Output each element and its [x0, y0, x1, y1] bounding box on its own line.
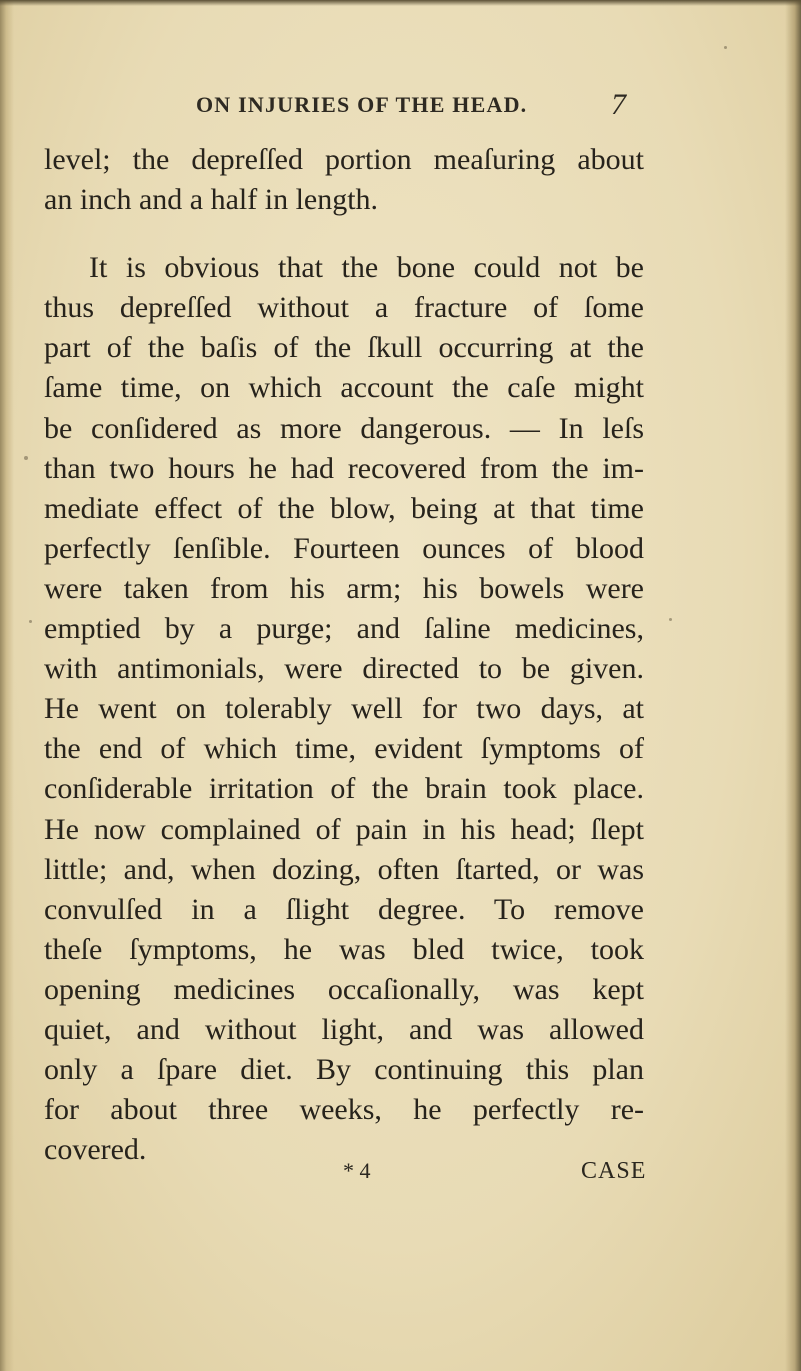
text-line: theſe ſymptoms, he was bled twice, took	[44, 932, 644, 966]
text-line: for about three weeks, he perfectly re-	[44, 1093, 644, 1127]
text-line: an inch and a half in length.	[44, 183, 379, 217]
catchword: CASE	[581, 1158, 647, 1184]
text-line: thus depreſſed without a fracture of ſome	[44, 291, 644, 325]
foxing-speck	[29, 620, 32, 623]
text-line: mediate effect of the blow, being at that time	[44, 491, 644, 525]
running-head-title: ON INJURIES OF THE HEAD.	[196, 92, 528, 117]
foxing-speck	[24, 456, 28, 460]
running-head	[0, 88, 801, 124]
text-line: level; the depreſſed portion meaſuring about	[44, 143, 644, 176]
signature-mark: * 4	[343, 1158, 371, 1183]
text-line: He went on tolerably well for two days, at	[44, 692, 644, 726]
text-line: were taken from his arm; his bowels were	[44, 571, 644, 605]
text-line: little; and, when dozing, often ſtarted, or was	[44, 852, 644, 886]
text-line: with antimonials, were directed to be given.	[44, 652, 644, 686]
text-line: conſiderable irritation of the brain took place.	[44, 772, 644, 806]
foxing-speck	[724, 46, 727, 49]
text-line: perfectly ſenſible. Fourteen ounces of blood	[44, 531, 644, 565]
text-line: part of the baſis of the ſkull occurring at the	[44, 331, 644, 365]
page-number: 7	[611, 88, 626, 121]
top-edge	[0, 0, 801, 6]
text-line: covered.	[44, 1133, 147, 1167]
body-text	[44, 140, 644, 1170]
text-line: opening medicines occaſionally, was kept	[44, 972, 644, 1006]
text-line: It is obvious that the bone could not be	[89, 251, 644, 285]
paragraph	[44, 140, 644, 220]
paragraph	[44, 248, 644, 1170]
foxing-speck	[669, 618, 672, 621]
text-line: quiet, and without light, and was allowed	[44, 1012, 644, 1046]
page-footer	[0, 1158, 801, 1194]
text-line: only a ſpare diet. By continuing this plan	[44, 1053, 644, 1087]
text-line: convulſed in a ſlight degree. To remove	[44, 892, 644, 926]
text-line: be conſidered as more dangerous. — In leſs	[44, 411, 644, 445]
text-line: the end of which time, evident ſymptoms of	[44, 732, 644, 766]
text-line: emptied by a purge; and ſaline medicines,	[44, 612, 644, 646]
text-line: ſame time, on which account the caſe might	[44, 371, 644, 405]
paragraph-gap	[44, 220, 644, 248]
text-line: He now complained of pain in his head; ſlept	[44, 812, 644, 846]
text-line: than two hours he had recovered from the im-	[44, 451, 644, 485]
